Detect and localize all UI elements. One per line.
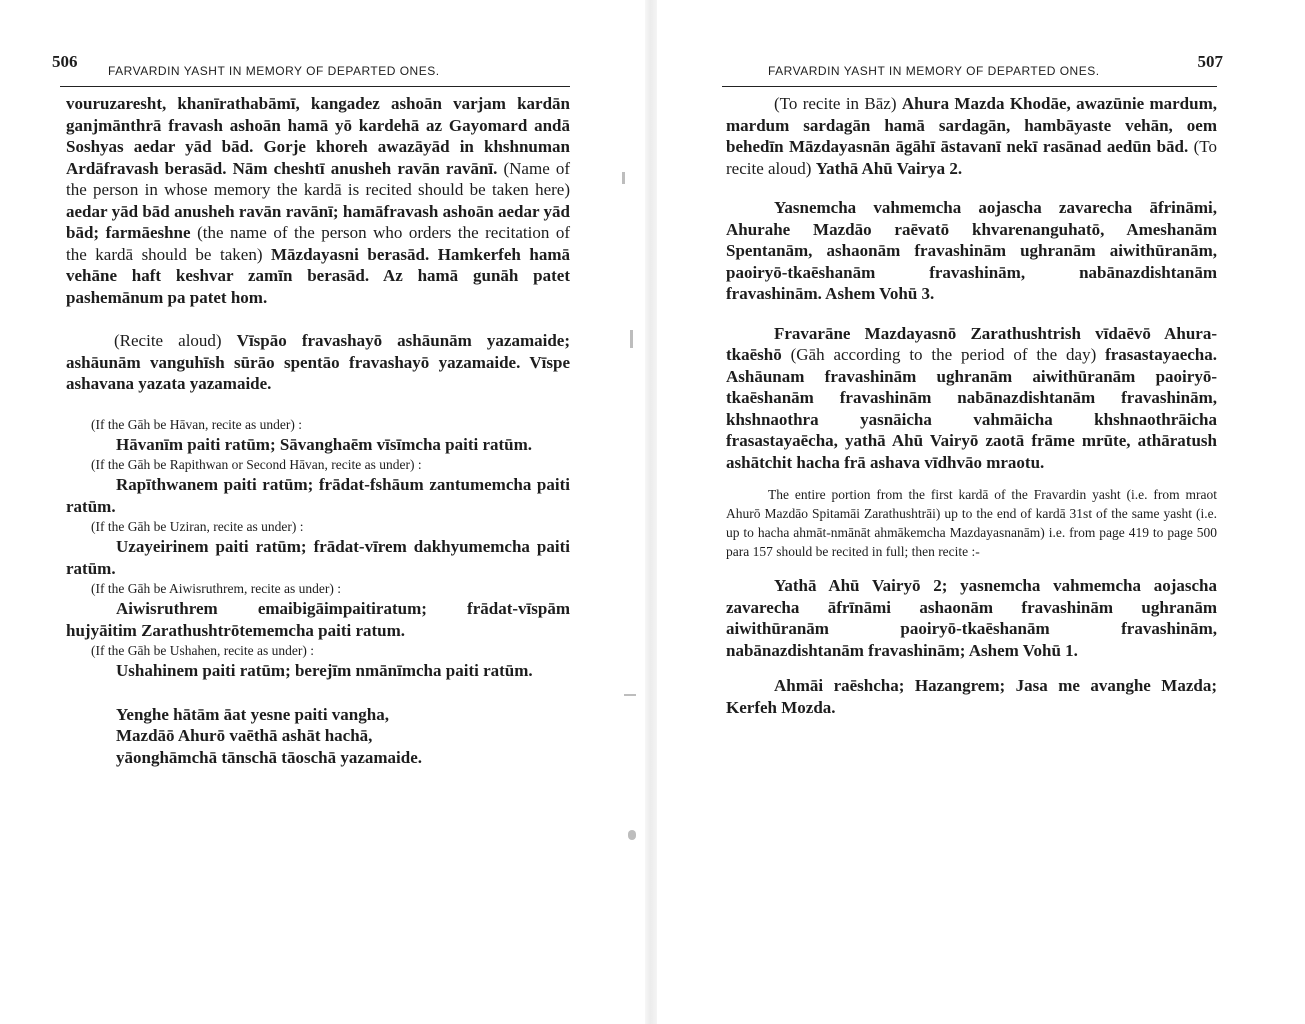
gah-note: (If the Gāh be Rapithwan or Second Hāvan, recite as under) : [91,457,422,472]
bold-text: frasastayaecha. Ashāunam fravashinām ughranām aiwithūranām paoiryō-tkaēshanām fravashinām nabānazdishtanām fravashinām, khshnaothra yasnāicha vahmāicha khshnaothrāicha frasastayaēcha, yathā Ahū Vairyō zaotā frāme mrūte, athāratush ashātchit hacha frā ashava vīdhvāo mraotu. [726,345,1217,472]
instruction-text: (the name of the person who orders the recitation of the kardā should be taken) [66,223,570,264]
bold-text: Māzdayasni berasād. Hamkerfeh hamā vehāne haft keshvar zamīn berasād. Az hamā gunāh patet pashemānum pa patet hom. [66,244,570,307]
page-number: 506 [52,52,78,71]
bold-text: Vīspāo fravashayō ashāunām yazamaide; ashāunām vanguhīsh sūrāo spentāo fravashayō yazamaide. Vīspe ashavana yazata yazamaide. [66,331,570,393]
gah-note: (If the Gāh be Aiwisruthrem, recite as under) : [91,581,342,596]
paragraph: Ahmāi raēshcha; Hazangrem; Jasa me avanghe Mazda; Kerfeh Mozda. [726,676,1217,717]
bold-text: Yathā Ahū Vairya 2. [815,158,963,178]
scan-speck [628,830,636,840]
verse-line: yāonghāmchā tānschā tāoschā yazamaide. [116,747,423,767]
verse-line: Mazdāō Ahurō vaēthā ashāt hachā, [116,726,373,745]
instruction-text: (To recite in Bāz) [774,94,902,113]
gah-verse: Rapīthwanem paiti ratūm; frādat-fshāum zantumemcha paiti ratūm. [66,475,570,516]
header-rule [60,86,570,87]
bold-text: Ahura Mazda Khodāe, awazūnie mardum, mardum sardagān hamā sardagān, hambāyaste vehān, oem behedīn Māzdayasnān āgāhī āstavanī nekī rasānad aedūn bād. [726,94,1217,156]
scan-speck [630,330,633,348]
paragraph [726,93,1217,179]
header-rule [722,86,1217,87]
paragraph: Yasnemcha vahmemcha aojascha zavarecha āfrināmi, Ahurahe Mazdāo raēvatō khvarenanguhatō, Ameshanām Spentanām, ashaonām fravashinām ughranām aiwithūranām, paoiryō-tkaēshanām fravashinām, nabānazdishtanām fravashinām. Ashem Vohū 3. [726,198,1217,303]
right-page-header [722,52,1223,82]
paragraph [66,330,570,395]
page-number: 507 [1197,52,1223,71]
gah-note: (If the Gāh be Uziran, recite as under) : [91,519,304,534]
gah-note: (If the Gāh be Ushahen, recite as under) : [91,643,315,658]
gah-verse: Aiwisruthrem emaibigāimpaitiratum; frādat-vīspām hujyāitim Zarathushtrōtememcha paiti ratum. [66,599,570,640]
paragraph: Yathā Ahū Vairyō 2; yasnemcha vahmemcha aojascha zavarecha āfrīnāmi ashaonām fravashinām ughranām aiwithūranām paoiryō-tkaēshanām fravashinām, nabānazdishtanām fravashinām; Ashem Vohū 1. [726,576,1217,660]
instruction-text: (To recite aloud) [726,137,1217,178]
book-gutter [645,0,657,1024]
paragraph [66,93,570,308]
bold-text: aedar yād bād anusheh ravān ravānī; hamāfravash ashoān aedar yād bād; farmāeshne [66,201,570,242]
paragraph [726,323,1217,474]
running-head: FARVARDIN YASHT IN MEMORY OF DEPARTED ONES. [108,64,440,78]
instruction-text: (Recite aloud) [114,331,237,350]
left-page-header [52,52,570,82]
scan-speck [622,172,625,184]
instruction-text: (Gāh according to the period of the day) [781,345,1106,364]
instruction-text: (Name of the person in whose memory the kardā is recited should be taken here) [66,158,570,199]
scan-speck [624,694,636,696]
gah-verse: Hāvanīm paiti ratūm; Sāvanghaēm vīsīmcha paiti ratūm. [116,434,533,454]
verse-line: Yenghe hātām āat yesne paiti vangha, [116,704,389,724]
bold-text: vouruzaresht, khanīrathabāmī, kangadez ashoān varjam kardān ganjmānthrā fravash ashoān hamā yō kardehā az Gayomard andā Soshyas aedar yād bād. Gorje khoreh awazāyād in khshnuman Ardāfravash berasād. Nām cheshtī anusheh ravān ravānī. [66,94,570,178]
recitation-note: The entire portion from the first kardā of the Fravardin yasht (i.e. from mraot Ahurō Mazdāo Spitamāi Zarathushtrāi) up to the end of kardā 31st of the same yasht (i.e. up to hacha ahmāt-nmānāt ahmākemcha Mazdayasnanām) i.e. from page 419 to page 500 para 157 should be recited in full; then recite :- [726,487,1217,559]
gah-verse: Uzayeirinem paiti ratūm; frādat-vīrem dakhyumemcha paiti ratūm. [66,537,570,578]
gah-note: (If the Gāh be Hāvan, recite as under) : [91,416,303,432]
left-page-body [66,93,570,768]
running-head: FARVARDIN YASHT IN MEMORY OF DEPARTED ONES. [768,64,1100,78]
bold-text: Fravarāne Mazdayasnō Zarathushtrish vīdaēvō Ahura-tkaēshō [726,323,1217,364]
gah-verse: Ushahinem paiti ratūm; berejīm nmānīmcha paiti ratūm. [116,661,533,680]
right-page-body [726,93,1217,718]
